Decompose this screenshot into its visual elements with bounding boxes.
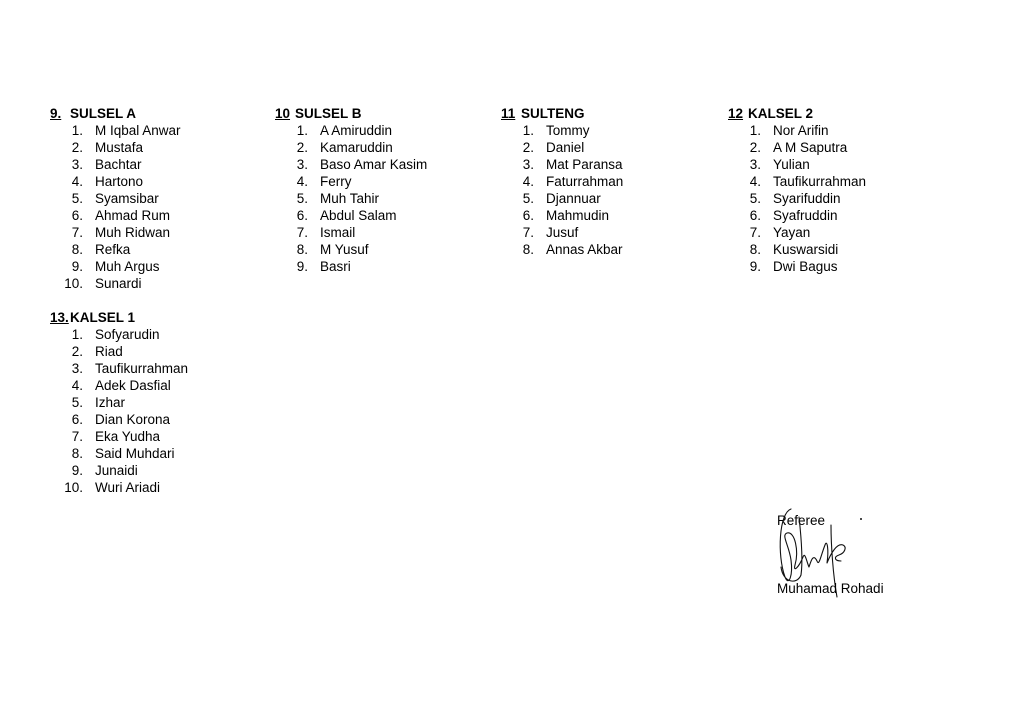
list-item-number: 2. xyxy=(71,344,83,359)
list-item-number: 7. xyxy=(71,429,83,444)
player-name: Abdul Salam xyxy=(320,208,397,223)
list-item-number: 9. xyxy=(749,259,761,274)
player-name: Said Muhdari xyxy=(95,446,175,461)
list-item-number: 4. xyxy=(749,174,761,189)
player-name: Hartono xyxy=(95,174,144,189)
referee-label: Referee xyxy=(777,513,826,528)
player-name: M Yusuf xyxy=(320,242,369,257)
player-name: Djannuar xyxy=(546,191,601,206)
list-item-number: 1. xyxy=(71,123,83,138)
list-item-number: 2. xyxy=(522,140,534,155)
player-name: Kuswarsidi xyxy=(773,242,839,257)
player-name: Ismail xyxy=(320,225,356,240)
player-name: Mat Paransa xyxy=(546,157,623,172)
referee-name: Muhamad Rohadi xyxy=(777,581,884,596)
list-item-number: 1. xyxy=(522,123,534,138)
group-number: 13. xyxy=(50,310,69,325)
group-name: SULTENG xyxy=(521,106,585,121)
player-name: Ahmad Rum xyxy=(95,208,171,223)
group-name: SULSEL A xyxy=(70,106,137,121)
list-item-number: 1. xyxy=(296,123,308,138)
player-name: Eka Yudha xyxy=(95,429,161,444)
player-name: Adek Dasfial xyxy=(95,378,171,393)
player-name: Muh Ridwan xyxy=(95,225,171,240)
player-name: A Amiruddin xyxy=(320,123,393,138)
group-name: KALSEL 2 xyxy=(748,106,814,121)
list-item-number: 4. xyxy=(522,174,534,189)
list-item-number: 4. xyxy=(296,174,308,189)
list-item-number: 4. xyxy=(71,378,83,393)
list-item-number: 10. xyxy=(64,276,83,291)
player-name: Basri xyxy=(320,259,351,274)
player-name: Syafruddin xyxy=(773,208,838,223)
group-name: KALSEL 1 xyxy=(70,310,136,325)
list-item-number: 7. xyxy=(749,225,761,240)
list-item-number: 3. xyxy=(296,157,308,172)
list-item-number: 4. xyxy=(71,174,83,189)
list-item-number: 8. xyxy=(71,242,83,257)
list-item-number: 9. xyxy=(71,259,83,274)
list-item-number: 8. xyxy=(71,446,83,461)
group-number: 11 xyxy=(501,106,516,121)
list-item-number: 8. xyxy=(749,242,761,257)
list-item-number: 3. xyxy=(71,157,83,172)
player-name: Muh Tahir xyxy=(320,191,380,206)
player-name: Baso Amar Kasim xyxy=(320,157,428,172)
list-item-number: 6. xyxy=(71,412,83,427)
player-name: Taufikurrahman xyxy=(773,174,867,189)
list-item-number: 3. xyxy=(749,157,761,172)
player-name: Jusuf xyxy=(546,225,579,240)
list-item-number: 8. xyxy=(522,242,534,257)
player-name: Mustafa xyxy=(95,140,144,155)
player-name: Daniel xyxy=(546,140,585,155)
list-item-number: 2. xyxy=(296,140,308,155)
player-name: Junaidi xyxy=(95,463,138,478)
list-item-number: 5. xyxy=(71,191,83,206)
player-name: Riad xyxy=(95,344,123,359)
group-number: 9. xyxy=(50,106,62,121)
player-name: A M Saputra xyxy=(773,140,848,155)
player-name: Sunardi xyxy=(95,276,142,291)
list-item-number: 5. xyxy=(749,191,761,206)
player-name: Taufikurrahman xyxy=(95,361,189,376)
list-item-number: 5. xyxy=(71,395,83,410)
referee-signature-block xyxy=(777,513,907,605)
list-item-number: 5. xyxy=(522,191,534,206)
player-name: Ferry xyxy=(320,174,352,189)
player-name: Nor Arifin xyxy=(773,123,829,138)
player-name: Sofyarudin xyxy=(95,327,160,342)
player-name: Kamaruddin xyxy=(320,140,393,155)
list-item-number: 2. xyxy=(749,140,761,155)
list-item-number: 1. xyxy=(71,327,83,342)
list-item-number: 6. xyxy=(749,208,761,223)
player-name: Faturrahman xyxy=(546,174,624,189)
player-name: Dian Korona xyxy=(95,412,171,427)
list-item-number: 2. xyxy=(71,140,83,155)
list-item-number: 8. xyxy=(296,242,308,257)
player-name: Yulian xyxy=(773,157,810,172)
player-name: Wuri Ariadi xyxy=(95,480,161,495)
player-name: Muh Argus xyxy=(95,259,160,274)
group-number: 12 xyxy=(728,106,744,121)
list-item-number: 9. xyxy=(296,259,308,274)
list-item-number: 7. xyxy=(296,225,308,240)
player-name: M Iqbal Anwar xyxy=(95,123,181,138)
player-name: Refka xyxy=(95,242,131,257)
list-item-number: 7. xyxy=(522,225,534,240)
list-item-number: 3. xyxy=(522,157,534,172)
list-item-number: 5. xyxy=(296,191,308,206)
player-name: Izhar xyxy=(95,395,126,410)
player-name: Dwi Bagus xyxy=(773,259,838,274)
list-item-number: 6. xyxy=(522,208,534,223)
player-name: Syarifuddin xyxy=(773,191,841,206)
player-name: Syamsibar xyxy=(95,191,159,206)
player-name: Yayan xyxy=(773,225,811,240)
list-item-number: 9. xyxy=(71,463,83,478)
player-name: Annas Akbar xyxy=(546,242,623,257)
list-item-number: 1. xyxy=(749,123,761,138)
player-name: Tommy xyxy=(546,123,590,138)
group-name: SULSEL B xyxy=(295,106,362,121)
group-number: 10 xyxy=(275,106,291,121)
player-name: Mahmudin xyxy=(546,208,610,223)
list-item-number: 6. xyxy=(296,208,308,223)
list-item-number: 6. xyxy=(71,208,83,223)
list-item-number: 3. xyxy=(71,361,83,376)
list-item-number: 7. xyxy=(71,225,83,240)
player-name: Bachtar xyxy=(95,157,142,172)
list-item-number: 10. xyxy=(64,480,83,495)
